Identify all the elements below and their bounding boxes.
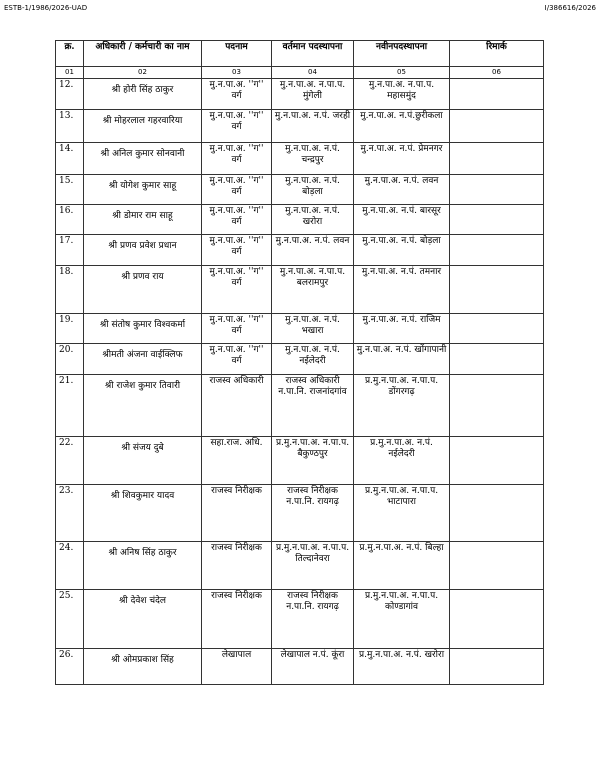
current-posting-cell: राजस्व निरीक्षक न.पा.नि. रायगढ़ (272, 590, 354, 649)
new-posting-cell: प्र.मु.न.पा.अ. न.पं. बिल्हा (354, 542, 450, 590)
new-posting-cell: मु.न.पा.अ. न.पं. बारसूर (354, 205, 450, 235)
current-posting-cell: राजस्व अधिकारी न.पा.नि. राजनांदगांव (272, 375, 354, 437)
designation-cell: राजस्व निरीक्षक (202, 485, 272, 542)
column-header-name: अधिकारी / कर्मचारी का नाम (84, 41, 202, 67)
column-number: 03 (202, 67, 272, 79)
current-posting-cell: मु.न.पा.अ. न.पं. नईलेदरी (272, 344, 354, 375)
table-row (56, 266, 544, 314)
current-posting-cell: मु.न.पा.अ. न.पं. खरोरा (272, 205, 354, 235)
table-row (56, 143, 544, 175)
designation-cell: सहा.राज. अधि. (202, 437, 272, 485)
serial-cell: 14. (56, 143, 84, 175)
remark-cell (450, 79, 544, 110)
serial-cell: 22. (56, 437, 84, 485)
current-posting-cell: मु.न.पा.अ. न.पं. लवन (272, 235, 354, 266)
table-row (56, 205, 544, 235)
remark-cell (450, 143, 544, 175)
remark-cell (450, 590, 544, 649)
table-row (56, 314, 544, 344)
designation-cell: मु.न.पा.अ. ''ग'' वर्ग (202, 235, 272, 266)
table-row (56, 590, 544, 649)
remark-cell (450, 110, 544, 143)
name-cell: श्री मोहरलाल गहरवारिया (84, 110, 202, 143)
serial-cell: 16. (56, 205, 84, 235)
table-row (56, 649, 544, 685)
name-cell: श्री राजेश कुमार तिवारी (84, 375, 202, 437)
serial-cell: 20. (56, 344, 84, 375)
new-posting-cell: मु.न.पा.अ. न.पं. लवन (354, 175, 450, 205)
designation-cell: मु.न.पा.अ. ''ग'' वर्ग (202, 110, 272, 143)
table-row (56, 79, 544, 110)
current-posting-cell: मु.न.पा.अ. न.पं. चन्द्रपुर (272, 143, 354, 175)
column-header-new-posting: नवीनपदस्थापना (354, 41, 450, 67)
column-number-row (56, 67, 544, 79)
remark-cell (450, 485, 544, 542)
name-cell: श्री संजय दुबे (84, 437, 202, 485)
current-posting-cell: मु.न.पा.अ. न.पा.प. मुंगेली (272, 79, 354, 110)
new-posting-cell: प्र.मु.न.पा.अ. न.पं. नईलेदरी (354, 437, 450, 485)
table-row (56, 344, 544, 375)
name-cell: श्री प्रणव प्रवेश प्रधान (84, 235, 202, 266)
column-header-serial: क्र. (56, 41, 84, 67)
remark-cell (450, 344, 544, 375)
transfer-table (55, 40, 544, 685)
remark-cell (450, 375, 544, 437)
serial-cell: 25. (56, 590, 84, 649)
table-row (56, 375, 544, 437)
table-row (56, 542, 544, 590)
column-header-current-posting: वर्तमान पदस्थापना (272, 41, 354, 67)
serial-cell: 13. (56, 110, 84, 143)
table-row (56, 485, 544, 542)
new-posting-cell: मु.न.पा.अ. न.पं.छुरीकला (354, 110, 450, 143)
current-posting-cell: प्र.मु.न.पा.अ. न.पा.प. बैकुण्ठपुर (272, 437, 354, 485)
document-reference-right: I/386616/2026 (544, 4, 596, 12)
remark-cell (450, 175, 544, 205)
remark-cell (450, 649, 544, 685)
designation-cell: मु.न.पा.अ. ''ग'' वर्ग (202, 143, 272, 175)
document-reference-left: ESTB-1/1986/2026-UAD (4, 4, 88, 12)
column-number: 01 (56, 67, 84, 79)
name-cell: श्री देवेश चंदेल (84, 590, 202, 649)
designation-cell: लेखापाल (202, 649, 272, 685)
table-row (56, 437, 544, 485)
new-posting-cell: मु.न.पा.अ. न.पं. बोड़ला (354, 235, 450, 266)
current-posting-cell: मु.न.पा.अ. न.पं. जरही (272, 110, 354, 143)
remark-cell (450, 205, 544, 235)
current-posting-cell: राजस्व निरीक्षक न.पा.नि. रायगढ़ (272, 485, 354, 542)
serial-cell: 21. (56, 375, 84, 437)
serial-cell: 23. (56, 485, 84, 542)
new-posting-cell: मु.न.पा.अ. न.पं. राजिम (354, 314, 450, 344)
remark-cell (450, 235, 544, 266)
designation-cell: मु.न.पा.अ. ''ग'' वर्ग (202, 344, 272, 375)
designation-cell: मु.न.पा.अ. ''ग'' वर्ग (202, 175, 272, 205)
serial-cell: 18. (56, 266, 84, 314)
new-posting-cell: प्र.मु.न.पा.अ. न.पं. खरोरा (354, 649, 450, 685)
designation-cell: मु.न.पा.अ. ''ग'' वर्ग (202, 205, 272, 235)
new-posting-cell: मु.न.पा.अ. न.पं. खोंगापानी (354, 344, 450, 375)
remark-cell (450, 314, 544, 344)
serial-cell: 19. (56, 314, 84, 344)
current-posting-cell: प्र.मु.न.पा.अ. न.पा.प. तिल्दानेवरा (272, 542, 354, 590)
new-posting-cell: प्र.मु.न.पा.अ. न.पा.प. कोण्डागांव (354, 590, 450, 649)
name-cell: श्रीमती अंजना वाईक्लिफ (84, 344, 202, 375)
column-header-remark: रिमार्क (450, 41, 544, 67)
designation-cell: मु.न.पा.अ. ''ग'' वर्ग (202, 266, 272, 314)
serial-cell: 12. (56, 79, 84, 110)
table-row (56, 175, 544, 205)
column-number: 02 (84, 67, 202, 79)
remark-cell (450, 266, 544, 314)
column-header-designation: पदनाम (202, 41, 272, 67)
current-posting-cell: लेखापाल न.पं. कूंरा (272, 649, 354, 685)
new-posting-cell: मु.न.पा.अ. न.पा.प. महासमुंद (354, 79, 450, 110)
name-cell: श्री शिवकुमार यादव (84, 485, 202, 542)
current-posting-cell: मु.न.पा.अ. न.पा.प. बलरामपुर (272, 266, 354, 314)
new-posting-cell: मु.न.पा.अ. न.पं. प्रेमनगर (354, 143, 450, 175)
serial-cell: 17. (56, 235, 84, 266)
name-cell: श्री प्रणव राय (84, 266, 202, 314)
table-header-row (56, 41, 544, 67)
new-posting-cell: मु.न.पा.अ. न.पं. तमनार (354, 266, 450, 314)
serial-cell: 26. (56, 649, 84, 685)
remark-cell (450, 437, 544, 485)
table-row (56, 235, 544, 266)
serial-cell: 24. (56, 542, 84, 590)
designation-cell: मु.न.पा.अ. ''ग'' वर्ग (202, 79, 272, 110)
name-cell: श्री ओमप्रकाश सिंह (84, 649, 202, 685)
column-number: 04 (272, 67, 354, 79)
current-posting-cell: मु.न.पा.अ. न.पं. बोड़ला (272, 175, 354, 205)
name-cell: श्री डोमार राम साहू (84, 205, 202, 235)
name-cell: श्री योगेश कुमार साहू (84, 175, 202, 205)
remark-cell (450, 542, 544, 590)
name-cell: श्री होरी सिंह ठाकुर (84, 79, 202, 110)
current-posting-cell: मु.न.पा.अ. न.पं. भखारा (272, 314, 354, 344)
designation-cell: राजस्व अधिकारी (202, 375, 272, 437)
designation-cell: मु.न.पा.अ. ''ग'' वर्ग (202, 314, 272, 344)
name-cell: श्री अनिल कुमार सोनवानी (84, 143, 202, 175)
designation-cell: राजस्व निरीक्षक (202, 590, 272, 649)
name-cell: श्री अनिष सिंह ठाकुर (84, 542, 202, 590)
column-number: 06 (450, 67, 544, 79)
new-posting-cell: प्र.मु.न.पा.अ. न.पा.प. डोंगरगढ़ (354, 375, 450, 437)
serial-cell: 15. (56, 175, 84, 205)
new-posting-cell: प्र.मु.न.पा.अ. न.पा.प. भाटापारा (354, 485, 450, 542)
name-cell: श्री संतोष कुमार विश्वकर्मा (84, 314, 202, 344)
table-row (56, 110, 544, 143)
column-number: 05 (354, 67, 450, 79)
designation-cell: राजस्व निरीक्षक (202, 542, 272, 590)
